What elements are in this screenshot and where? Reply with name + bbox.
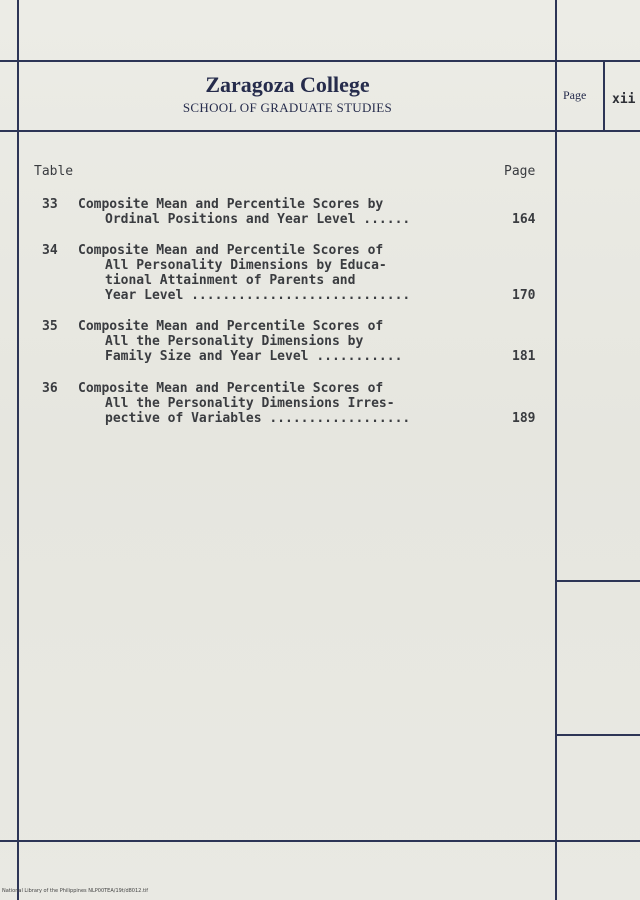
entry-title-line: Composite Mean and Percentile Scores of — [78, 381, 384, 396]
entry-page: 189 — [512, 411, 536, 426]
entry-title-line: Ordinal Positions and Year Level ...... — [105, 212, 411, 227]
column-heading-page: Page — [504, 164, 536, 179]
entry-page: 181 — [512, 349, 536, 364]
entry-title-line: All the Personality Dimensions by — [105, 334, 364, 349]
scan-footer-note: National Library of the Philippines NLP00TEA/19t/d8012.tif — [2, 888, 149, 894]
page-number: xii — [612, 92, 636, 107]
side-rule-2 — [557, 734, 640, 736]
entry-page: 164 — [512, 212, 536, 227]
entry-title-line: Family Size and Year Level ........... — [105, 349, 403, 364]
footer-line — [0, 840, 640, 842]
page-label: Page — [563, 88, 587, 102]
school-name: SCHOOL OF GRADUATE STUDIES — [182, 100, 393, 115]
right-column-line — [555, 0, 557, 900]
entry-title-line: All Personality Dimensions by Educa- — [105, 258, 387, 273]
entry-title-line: Year Level ............................ — [105, 288, 411, 303]
entry-title-line: Composite Mean and Percentile Scores of — [78, 319, 384, 334]
college-name: Zaragoza College — [205, 72, 370, 97]
entry-title-line: Composite Mean and Percentile Scores of — [78, 243, 384, 258]
column-heading-table: Table — [34, 164, 74, 179]
table-number: 35 — [42, 319, 58, 334]
entry-title-line: All the Personality Dimensions Irres- — [105, 396, 395, 411]
left-margin-line — [17, 0, 19, 900]
page-box-divider — [603, 60, 605, 130]
entry-title-line: tional Attainment of Parents and — [105, 273, 356, 288]
entry-title-line: Composite Mean and Percentile Scores by — [78, 197, 384, 212]
entry-page: 170 — [512, 288, 536, 303]
side-rule-1 — [557, 580, 640, 582]
table-number: 36 — [42, 381, 58, 396]
entry-title-line: pective of Variables .................. — [105, 411, 411, 426]
table-number: 34 — [42, 243, 58, 258]
header-bottom-line — [0, 130, 640, 132]
table-number: 33 — [42, 197, 58, 212]
header-top-line — [0, 60, 640, 62]
